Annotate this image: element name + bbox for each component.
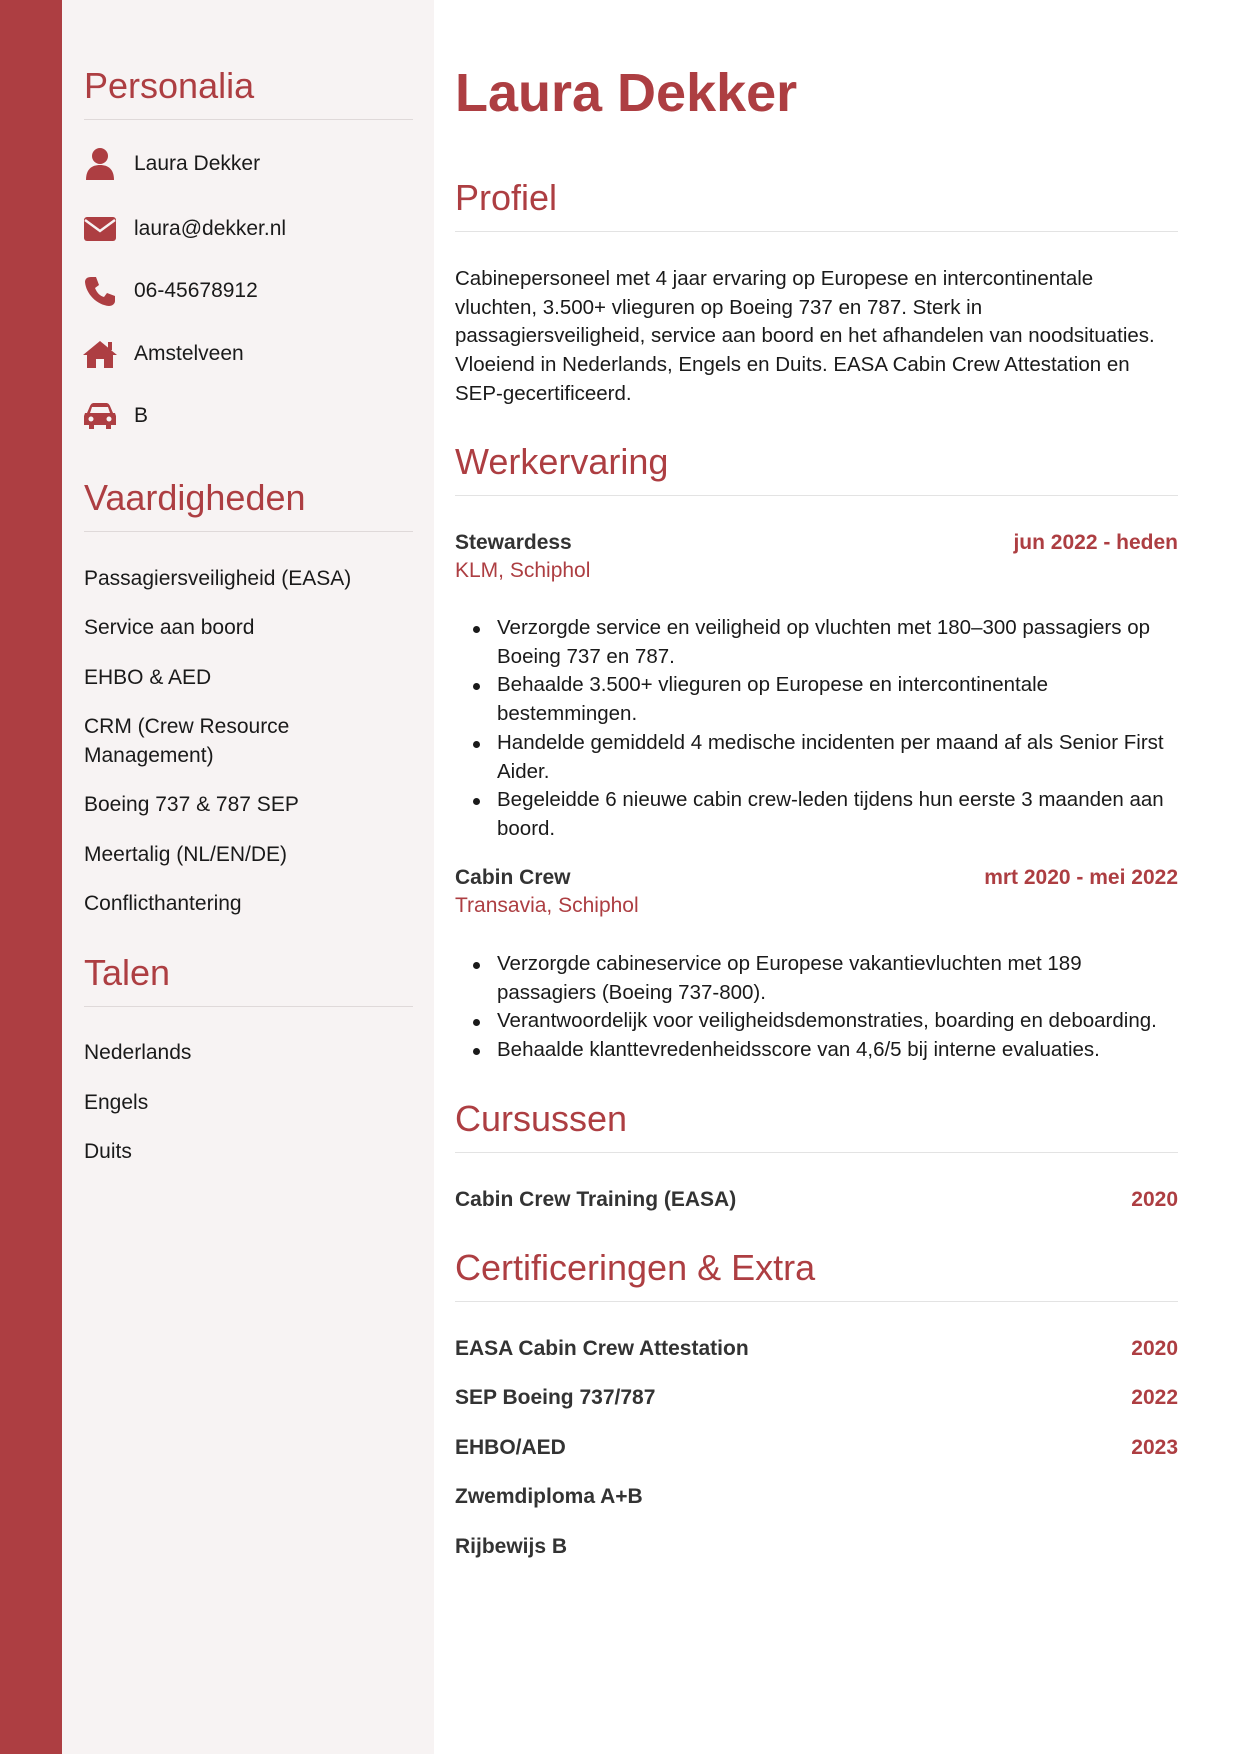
language-item: Engels	[84, 1091, 149, 1114]
contact-email-text: laura@dekker.nl	[134, 217, 287, 240]
cert-row	[455, 1335, 1178, 1363]
cert-name: EASA Cabin Crew Attestation	[455, 1337, 749, 1360]
job-bullet: Behaalde klanttevredenheidsscore van 4,6/5 bij interne evaluaties.	[497, 1036, 1178, 1065]
car-icon	[82, 398, 118, 434]
phone-icon	[82, 273, 118, 309]
accent-stripe	[0, 0, 62, 1754]
courses-heading: Cursussen	[455, 1097, 1178, 1153]
skill-item: CRM (Crew Resource Management)	[84, 715, 290, 767]
skill-item: Passagiersveiligheid (EASA)	[84, 567, 352, 590]
language-item: Nederlands	[84, 1041, 192, 1064]
profile-heading: Profiel	[455, 176, 1178, 232]
cert-name: EHBO/AED	[455, 1436, 566, 1459]
skill-item: Meertalig (NL/EN/DE)	[84, 843, 288, 866]
job-bullet: Verantwoordelijk voor veiligheidsdemonstraties, boarding en deboarding.	[497, 1007, 1178, 1036]
contact-email	[82, 211, 286, 247]
job-bullets	[455, 614, 1178, 844]
job-period: mrt 2020 - mei 2022	[984, 866, 1178, 889]
job-period: jun 2022 - heden	[1013, 531, 1178, 554]
skill-item: EHBO & AED	[84, 666, 212, 689]
language-item: Duits	[84, 1140, 132, 1163]
cert-row	[455, 1434, 1178, 1462]
job-bullet: Verzorgde cabineservice op Europese vakantievluchten met 189 passagiers (Boeing 737-800).	[497, 950, 1178, 1007]
contact-license-text: B	[134, 404, 149, 427]
skill-item: Boeing 737 & 787 SEP	[84, 793, 299, 816]
course-row	[455, 1186, 1178, 1214]
cert-row	[455, 1483, 1178, 1511]
cert-year: 2022	[1131, 1386, 1178, 1409]
job-bullet: Verzorgde service en veiligheid op vluchten met 180–300 passagiers op Boeing 737 en 787.	[497, 614, 1178, 671]
cert-name: SEP Boeing 737/787	[455, 1386, 656, 1409]
cert-name: Rijbewijs B	[455, 1535, 568, 1558]
cert-row	[455, 1533, 1178, 1561]
contact-name	[82, 146, 260, 182]
contact-license	[82, 398, 148, 434]
contact-city	[82, 336, 244, 372]
home-icon	[82, 336, 118, 372]
skill-item: Conflicthantering	[84, 892, 242, 915]
cert-year: 2023	[1131, 1436, 1178, 1459]
profile-text: Cabinepersoneel met 4 jaar ervaring op Europese en intercontinentale vluchten, 3.500+ vlieguren op Boeing 737 en 787. Sterk in passagiersveiligheid, service aan boord en het afhandelen van noodsituaties. Vloeiend in Nederlands, Engels en Duits. EASA Cabin Crew Attestation en SEP-gecertificeerd.	[455, 267, 1155, 405]
job-title: Cabin Crew	[455, 866, 571, 889]
job-header	[455, 864, 1178, 892]
job-bullets	[455, 950, 1178, 1065]
job-bullet: Handelde gemiddeld 4 medische incidenten per maand af als Senior First Aider.	[497, 729, 1178, 786]
contact-phone	[82, 273, 258, 309]
cert-name: Zwemdiploma A+B	[455, 1485, 643, 1508]
languages-heading: Talen	[84, 951, 413, 1007]
course-name: Cabin Crew Training (EASA)	[455, 1188, 737, 1211]
cert-year: 2020	[1131, 1337, 1178, 1360]
job-title: Stewardess	[455, 531, 572, 554]
sidebar	[62, 0, 434, 1754]
envelope-icon	[82, 211, 118, 247]
certs-heading: Certificeringen & Extra	[455, 1246, 1178, 1302]
contact-phone-text: 06-45678912	[134, 279, 258, 302]
course-year: 2020	[1131, 1188, 1178, 1211]
personalia-heading: Personalia	[84, 64, 413, 120]
skills-heading: Vaardigheden	[84, 476, 413, 532]
cert-row	[455, 1384, 1178, 1412]
job-header	[455, 529, 1178, 557]
user-icon	[82, 146, 118, 182]
job-employer: Transavia, Schiphol	[455, 894, 639, 917]
contact-city-text: Amstelveen	[134, 342, 244, 365]
skill-item: Service aan boord	[84, 616, 255, 639]
candidate-name: Laura Dekker	[455, 63, 798, 123]
job-bullet: Behaalde 3.500+ vlieguren op Europese en intercontinentale bestemmingen.	[497, 671, 1178, 728]
job-employer: KLM, Schiphol	[455, 559, 591, 582]
experience-heading: Werkervaring	[455, 440, 1178, 496]
job-bullet: Begeleidde 6 nieuwe cabin crew-leden tijdens hun eerste 3 maanden aan boord.	[497, 786, 1178, 843]
contact-name-text: Laura Dekker	[134, 152, 261, 175]
